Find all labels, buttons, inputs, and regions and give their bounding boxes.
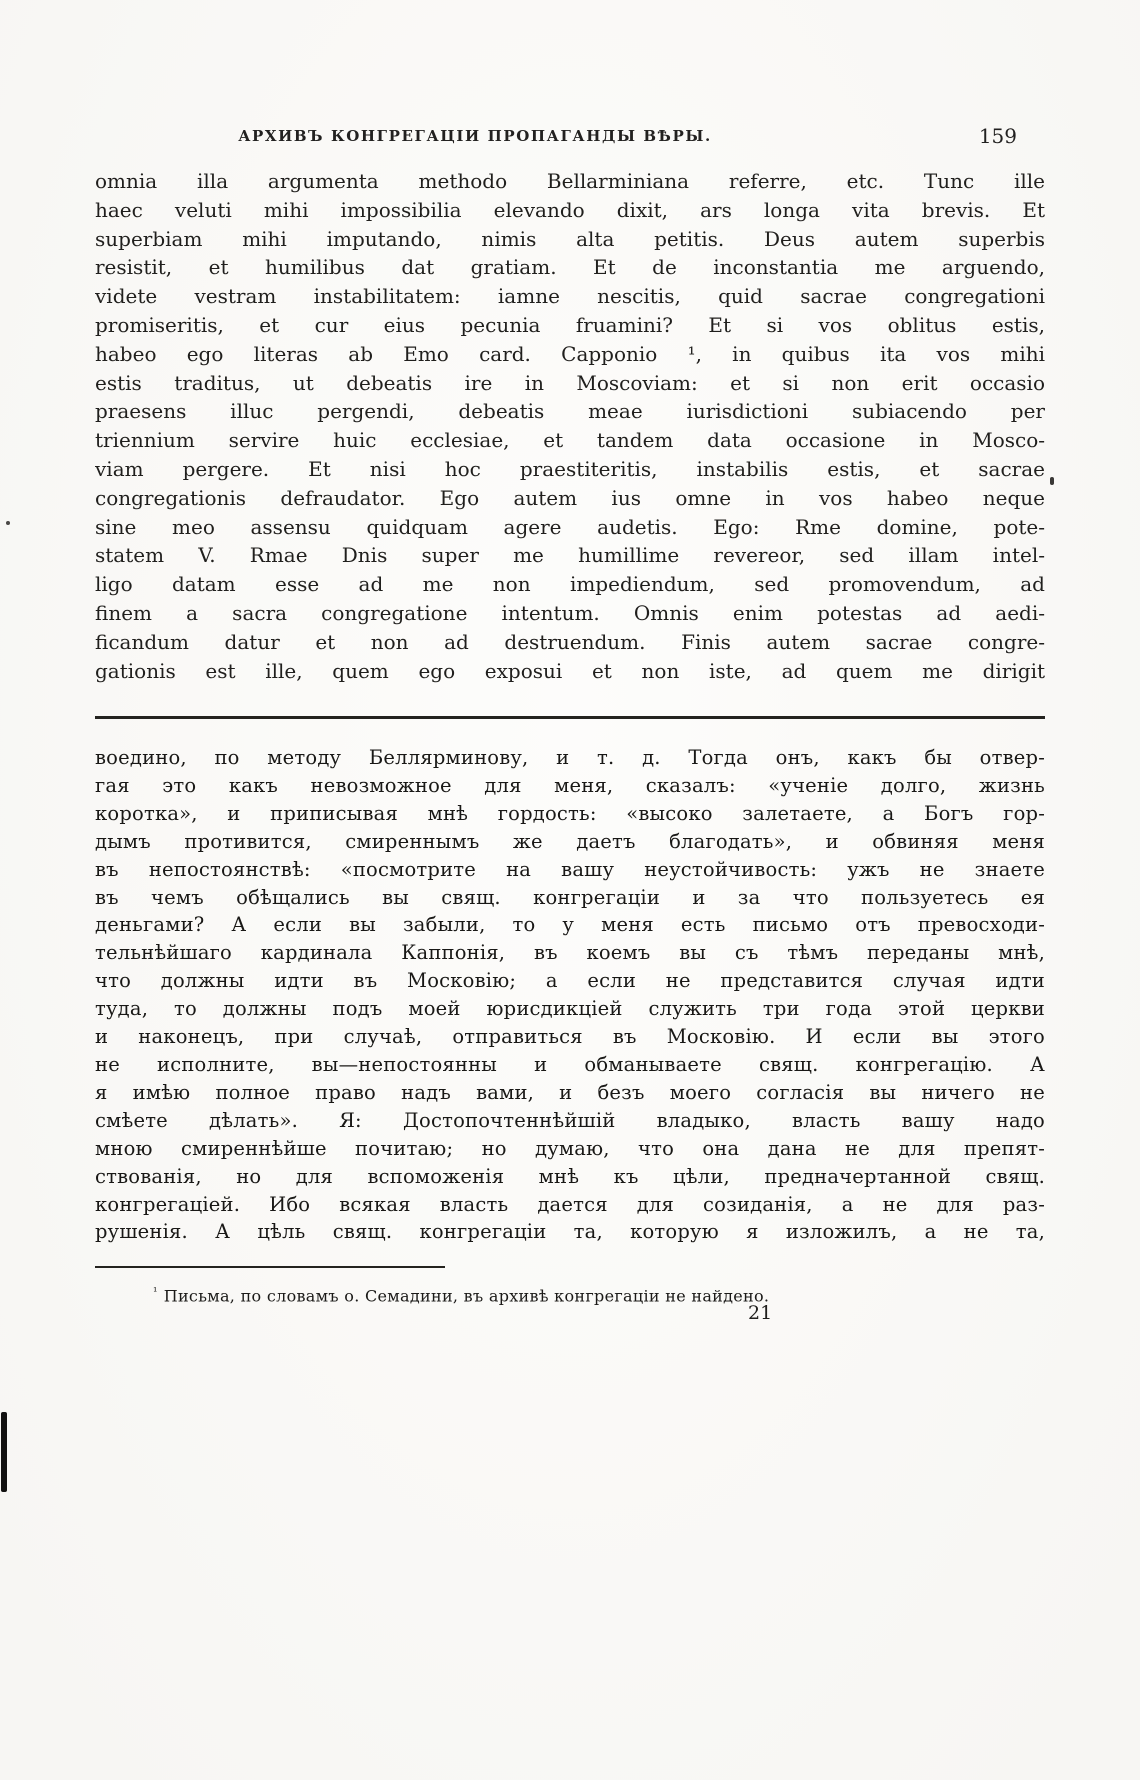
text-line: гая это какъ невозможное для меня, сказалъ: «ученіе долго, жизнь (95, 773, 1045, 797)
text-line: praesens illuc pergendi, debeatis meae iurisdictioni subiacendo per (95, 399, 1045, 424)
text-line: haec veluti mihi impossibilia elevando dixit, ars longa vita brevis. Et (95, 197, 1045, 222)
text-line: viam pergere. Et nisi hoc praestiteritis, instabilis estis, et sacrae (95, 456, 1045, 481)
text-line: конгрегаціей. Ибо всякая власть дается для созиданія, а не для раз- (95, 1192, 1045, 1216)
text-line: superbiam mihi imputando, nimis alta petitis. Deus autem superbis (95, 226, 1045, 251)
page-header (95, 124, 1045, 150)
text-line: gationis est ille, quem ego exposui et non iste, ad quem me dirigit (95, 658, 1045, 683)
text-line: тельнѣйшаго кардинала Каппонія, въ коемъ вы съ тѣмъ переданы мнѣ, (95, 941, 1045, 965)
running-title: АРХИВЪ КОНГРЕГАЦІИ ПРОПАГАНДЫ ВѢРЫ. (238, 127, 712, 145)
footnote-divider (95, 1266, 445, 1268)
text-line: triennium servire huic ecclesiae, et tandem data occasione in Mosco- (95, 428, 1045, 453)
text-line: мною смиреннѣйше почитаю; но думаю, что она дана не для препят- (95, 1136, 1045, 1160)
text-line: въ чемъ обѣщались вы свящ. конгрегаціи и за что пользуетесь ея (95, 885, 1045, 909)
text-line: finem a sacra congregatione intentum. Omnis enim potestas ad aedi- (95, 600, 1045, 625)
text-line: habeo ego literas ab Emo card. Capponio ¹, in quibus ita vos mihi (95, 341, 1045, 366)
text-line: смѣете дѣлать». Я: Достопочтеннѣйшій владыко, власть вашу надо (95, 1108, 1045, 1132)
text-line: въ непостоянствѣ: «посмотрите на вашу неустойчивость: ужъ не знаете (95, 857, 1045, 881)
text-line: videte vestram instabilitatem: iamne nescitis, quid sacrae congregationi (95, 284, 1045, 309)
scan-speck (1050, 477, 1054, 485)
signature-mark: 21 (748, 1302, 773, 1324)
text-line: и наконецъ, при случаѣ, отправиться въ Московію. И если вы этого (95, 1025, 1045, 1049)
scan-artifact-line (1, 1412, 7, 1492)
text-line: воедино, по методу Беллярминову, и т. д. Тогда онъ, какъ бы отвер- (95, 746, 1045, 769)
text-line: estis traditus, ut debeatis ire in Moscoviam: et si non erit occasio (95, 370, 1045, 395)
text-line: дымъ противится, смиреннымъ же даетъ благодать», и обвиняя меня (95, 829, 1045, 853)
text-line: не исполните, вы—непостоянны и обманываете свящ. конгрегацію. А (95, 1052, 1045, 1076)
text-line: resistit, et humilibus dat gratiam. Et de inconstantia me arguendo, (95, 255, 1045, 280)
text-line: congregationis defraudator. Ego autem ius omne in vos habeo neque (95, 485, 1045, 510)
text-line: коротка», и приписывая мнѣ гордость: «высоко залетаете, а Богъ гор- (95, 801, 1045, 825)
section-divider (95, 716, 1045, 719)
text-line: я имѣю полное право надъ вами, и безъ моего согласія вы ничего не (95, 1080, 1045, 1104)
footnote (95, 1281, 1045, 1307)
text-line: туда, то должны подъ моей юрисдикціей служить три года этой церкви (95, 997, 1045, 1021)
text-line: statem V. Rmae Dnis super me humillime revereor, sed illam intel- (95, 543, 1045, 568)
latin-paragraph (95, 167, 1045, 685)
page-number: 159 (978, 124, 1017, 148)
text-line: рушенія. А цѣль свящ. конгрегаціи та, которую я изложилъ, а не та, (95, 1220, 1045, 1244)
text-line: promiseritis, et cur eius pecunia fruamini? Et si vos oblitus estis, (95, 312, 1045, 337)
text-line: ligo datam esse ad me non impediendum, sed promovendum, ad (95, 572, 1045, 597)
text-line: sine meo assensu quidquam agere audetis. Ego: Rme domine, pote- (95, 514, 1045, 539)
text-line: что должны идти въ Московію; а если не представится случая идти (95, 969, 1045, 993)
footnote-text: Письма, по словамъ о. Семадини, въ архивѣ конгрегаціи не найдено. (163, 1286, 770, 1306)
russian-paragraph (95, 744, 1045, 1246)
text-line: ствованія, но для вспоможенія мнѣ къ цѣли, предначертанной свящ. (95, 1164, 1045, 1188)
text-line: ficandum datur et non ad destruendum. Finis autem sacrae congre- (95, 629, 1045, 654)
scan-speck (6, 521, 10, 525)
text-line: omnia illa argumenta methodo Bellarminiana referre, etc. Tunc ille (95, 169, 1045, 193)
footnote-marker: ¹ (153, 1285, 158, 1298)
text-line: деньгами? А если вы забыли, то у меня есть письмо отъ превосходи- (95, 913, 1045, 937)
